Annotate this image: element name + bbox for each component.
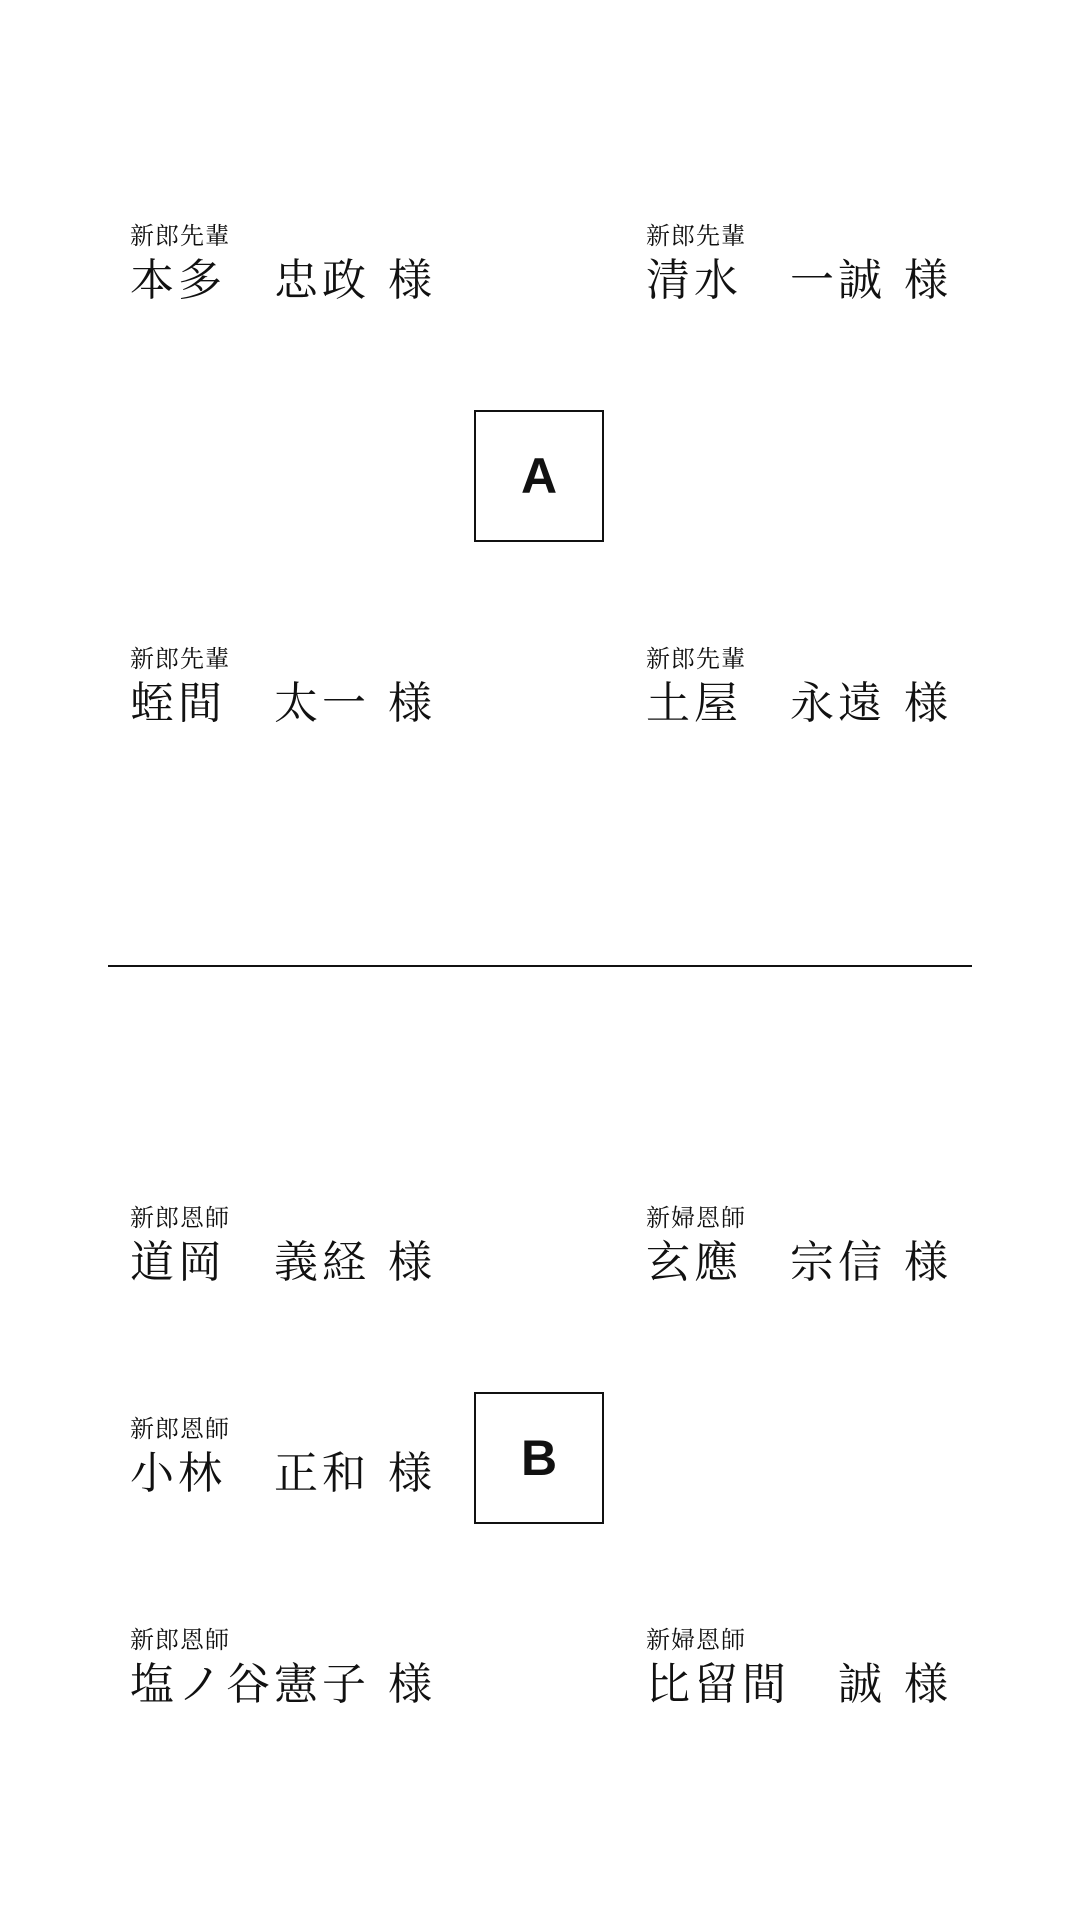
table-marker-b: B [474, 1392, 604, 1524]
guest-name: 小林 正和 様 [130, 1448, 436, 1499]
guest-relation: 新郎先輩 [130, 222, 230, 250]
guest-card [646, 1626, 986, 1710]
guest-card [130, 222, 470, 306]
guest-relation: 新郎恩師 [130, 1204, 230, 1232]
guest-relation: 新郎先輩 [646, 645, 746, 673]
guest-name: 塩ノ谷憲子 様 [130, 1659, 436, 1710]
guest-card [130, 645, 470, 729]
table-marker-a: A [474, 410, 604, 542]
guest-relation: 新郎恩師 [130, 1626, 230, 1654]
guest-card [646, 222, 986, 306]
guest-name: 比留間 誠 様 [646, 1659, 952, 1710]
guest-relation: 新郎先輩 [130, 645, 230, 673]
guest-card [130, 1626, 470, 1710]
guest-name: 清水 一誠 様 [646, 255, 952, 306]
guest-name: 土屋 永遠 様 [646, 678, 952, 729]
guest-relation: 新郎恩師 [130, 1415, 230, 1443]
guest-name: 道岡 義経 様 [130, 1237, 436, 1288]
guest-card [646, 645, 986, 729]
guest-name: 玄應 宗信 様 [646, 1237, 952, 1288]
guest-card [646, 1204, 986, 1288]
guest-relation: 新郎先輩 [646, 222, 746, 250]
guest-relation: 新婦恩師 [646, 1626, 746, 1654]
guest-name: 本多 忠政 様 [130, 255, 436, 306]
guest-relation: 新婦恩師 [646, 1204, 746, 1232]
guest-name: 蛭間 太一 様 [130, 678, 436, 729]
section-divider [108, 965, 972, 967]
guest-card [130, 1415, 470, 1499]
guest-card [130, 1204, 470, 1288]
